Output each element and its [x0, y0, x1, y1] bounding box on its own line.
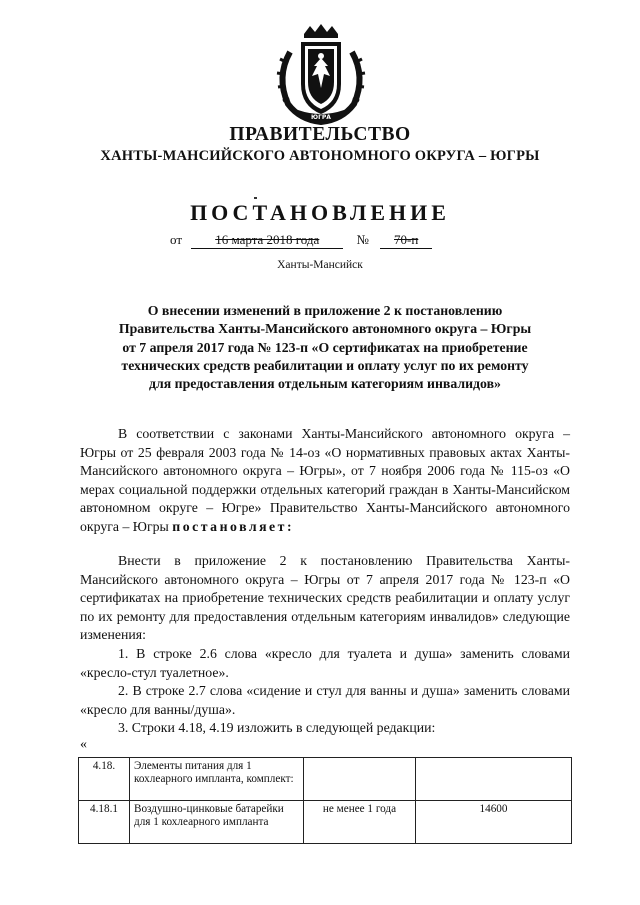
document-date: 16 марта 2018 года [191, 232, 343, 249]
decree-colon: : [286, 518, 292, 534]
change-item-3: 3. Строки 4.18, 4.19 изложить в следующей редакции: [118, 720, 436, 735]
row-name: Воздушно-цинковые батарейки для 1 кохлеарного импланта [130, 801, 304, 844]
heading-line: Правительства Ханты-Мансийского автономного округа – Югры [118, 321, 532, 337]
preamble-paragraph [80, 425, 570, 537]
number-prefix: № [356, 232, 369, 247]
government-subtitle: ХАНТЫ-МАНСИЙСКОГО АВТОНОМНОГО ОКРУГА – ЮГРЫ [100, 148, 540, 164]
heading-line: от 7 апреля 2017 года № 123-п «О сертификатах на приобретение [122, 339, 528, 355]
row-price: 14600 [416, 801, 572, 844]
preamble-text: В соответствии с законами Ханты-Мансийского автономного округа – Югры от 25 февраля 2003 года № 14-оз «О нормативных правовых актах Ханты-Мансийского автономного округа – Югры», от 7 ноября 2006 года № 115-оз «О мерах социальной поддержки отдельных категорий граждан в Ханты-Мансийском автономном округе – Югре» Правительство Ханты-Мансийского автономного округа – Югры [80, 426, 570, 534]
intro-paragraph: Внести в приложение 2 к постановлению Правительства Ханты-Мансийского автономного округа – Югры от 7 апреля 2017 года № 123-п «О сертификатах на приобретение технических средств реабилитации и оплату услуг по их ремонту для предоставления отдельным категориям инвалидов» следующие изменения: [80, 553, 570, 643]
row-term [304, 758, 416, 801]
document-heading [60, 302, 590, 393]
document-type: ПОСТАНОВЛЕНИЕ [190, 200, 450, 225]
row-number: 4.18. [79, 758, 130, 801]
rehab-items-table [78, 757, 572, 844]
row-price [416, 758, 572, 801]
change-item-1: 1. В строке 2.6 слова «кресло для туалета и душа» заменить словами «кресло-стул туалетное». [80, 646, 570, 680]
decree-word: постановляет [172, 518, 287, 534]
date-number-line [170, 232, 432, 249]
change-item-2: 2. В строке 2.7 слова «сидение и стул для ванны и душа» заменить словами «кресло для ванны/душа». [80, 683, 570, 717]
table-row [79, 801, 572, 844]
government-title: ПРАВИТЕЛЬСТВО [229, 124, 411, 145]
yugra-coat-of-arms-icon [268, 22, 374, 126]
row-term: не менее 1 года [304, 801, 416, 844]
row-name: Элементы питания для 1 кохлеарного импланта, комплект: [130, 758, 304, 801]
document-city: Ханты-Мансийск [277, 259, 363, 271]
date-prefix: от [170, 232, 183, 247]
row-number: 4.18.1 [79, 801, 130, 844]
heading-line: технических средств реабилитации и оплату услуг по их ремонту [121, 357, 529, 373]
scan-mark [254, 197, 257, 199]
document-number: 70-п [380, 232, 432, 249]
heading-line: О внесении изменений в приложение 2 к постановлению [147, 303, 503, 318]
heading-line: для предоставления отдельным категориям инвалидов» [149, 376, 501, 392]
quote-open-mark: « [80, 737, 87, 752]
table-row [79, 758, 572, 801]
emblem-motto: ЮГРА [311, 114, 331, 121]
